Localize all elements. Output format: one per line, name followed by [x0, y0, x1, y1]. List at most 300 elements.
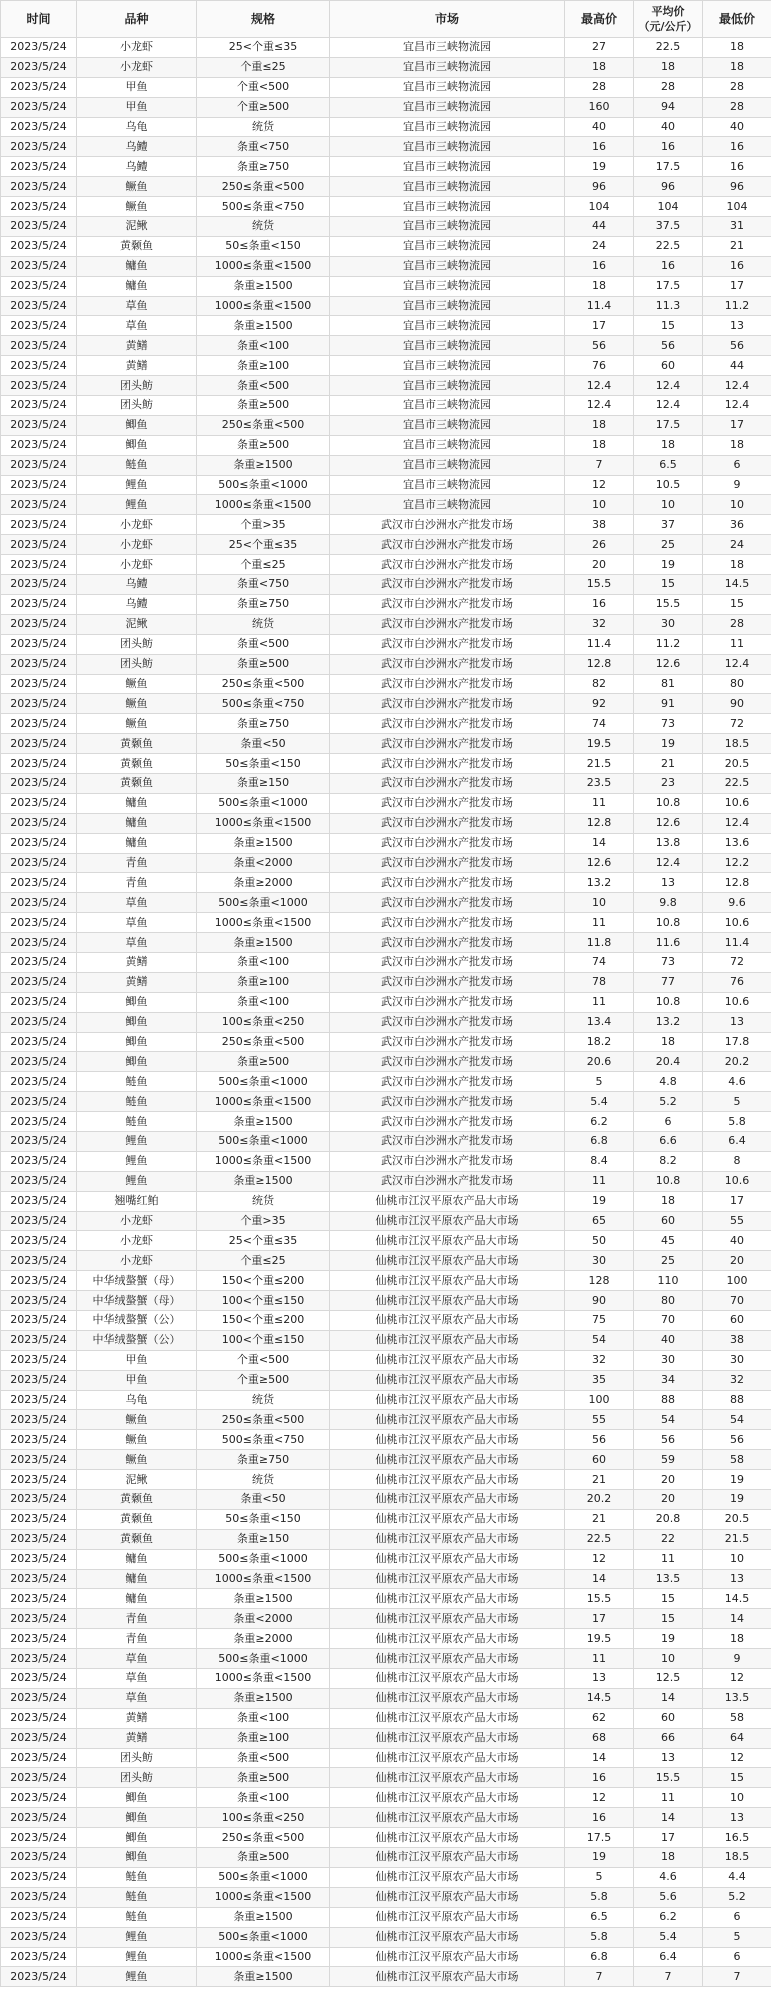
cell-market: 武汉市白沙洲水产批发市场 [330, 773, 565, 793]
cell-spec: 25<个重≤35 [197, 535, 330, 555]
cell-max-price: 14 [565, 1748, 634, 1768]
cell-time: 2023/5/24 [1, 1947, 77, 1967]
cell-avg-price: 13.5 [634, 1569, 703, 1589]
cell-spec: 1000≤条重<1500 [197, 1151, 330, 1171]
cell-market: 武汉市白沙洲水产批发市场 [330, 515, 565, 535]
cell-market: 武汉市白沙洲水产批发市场 [330, 575, 565, 595]
cell-avg-price: 17.5 [634, 157, 703, 177]
cell-kind: 鲢鱼 [77, 1887, 197, 1907]
table-row [1, 1549, 771, 1569]
cell-market: 仙桃市江汉平原农产品大市场 [330, 1748, 565, 1768]
table-row [1, 1410, 771, 1430]
cell-spec: 条重≥500 [197, 396, 330, 416]
table-row [1, 336, 771, 356]
cell-avg-price: 12.6 [634, 813, 703, 833]
cell-avg-price: 10.8 [634, 913, 703, 933]
cell-max-price: 16 [565, 137, 634, 157]
cell-avg-price: 21 [634, 754, 703, 774]
cell-spec: 统货 [197, 614, 330, 634]
cell-min-price: 10 [703, 1549, 771, 1569]
cell-spec: 条重<750 [197, 137, 330, 157]
cell-market: 宜昌市三峡物流园 [330, 455, 565, 475]
cell-kind: 黄鳝 [77, 1728, 197, 1748]
cell-kind: 乌龟 [77, 117, 197, 137]
cell-spec: 500≤条重<750 [197, 197, 330, 217]
cell-kind: 团头鲂 [77, 634, 197, 654]
cell-min-price: 36 [703, 515, 771, 535]
cell-avg-price: 15.5 [634, 594, 703, 614]
cell-min-price: 90 [703, 694, 771, 714]
cell-max-price: 14.5 [565, 1688, 634, 1708]
table-row [1, 1231, 771, 1251]
cell-spec: 条重<50 [197, 1490, 330, 1510]
table-row [1, 475, 771, 495]
cell-kind: 团头鲂 [77, 1748, 197, 1768]
cell-spec: 150<个重≤200 [197, 1271, 330, 1291]
cell-min-price: 40 [703, 117, 771, 137]
table-row [1, 1311, 771, 1331]
cell-avg-price: 10 [634, 495, 703, 515]
cell-min-price: 28 [703, 77, 771, 97]
table-row [1, 1589, 771, 1609]
cell-max-price: 11.4 [565, 634, 634, 654]
table-row [1, 1768, 771, 1788]
cell-avg-price: 81 [634, 674, 703, 694]
cell-avg-price: 16 [634, 256, 703, 276]
cell-market: 武汉市白沙洲水产批发市场 [330, 913, 565, 933]
cell-spec: 条重≥1500 [197, 276, 330, 296]
cell-min-price: 15 [703, 1768, 771, 1788]
cell-market: 仙桃市江汉平原农产品大市场 [330, 1708, 565, 1728]
header-avg-price [634, 1, 703, 38]
cell-market: 仙桃市江汉平原农产品大市场 [330, 1370, 565, 1390]
cell-spec: 条重≥2000 [197, 1629, 330, 1649]
table-row [1, 1927, 771, 1947]
cell-kind: 泥鳅 [77, 1470, 197, 1490]
table-row [1, 435, 771, 455]
cell-market: 宜昌市三峡物流园 [330, 336, 565, 356]
cell-avg-price: 20.4 [634, 1052, 703, 1072]
cell-max-price: 14 [565, 833, 634, 853]
cell-spec: 条重≥500 [197, 1052, 330, 1072]
cell-time: 2023/5/24 [1, 1688, 77, 1708]
table-row [1, 236, 771, 256]
cell-kind: 鲫鱼 [77, 1052, 197, 1072]
cell-time: 2023/5/24 [1, 1171, 77, 1191]
cell-market: 武汉市白沙洲水产批发市场 [330, 1052, 565, 1072]
cell-time: 2023/5/24 [1, 1112, 77, 1132]
cell-kind: 鳙鱼 [77, 1569, 197, 1589]
cell-max-price: 75 [565, 1311, 634, 1331]
cell-max-price: 32 [565, 1350, 634, 1370]
table-row [1, 1131, 771, 1151]
cell-max-price: 82 [565, 674, 634, 694]
cell-spec: 100<个重≤150 [197, 1291, 330, 1311]
cell-kind: 甲鱼 [77, 1370, 197, 1390]
cell-time: 2023/5/24 [1, 555, 77, 575]
cell-time: 2023/5/24 [1, 873, 77, 893]
cell-market: 仙桃市江汉平原农产品大市场 [330, 1688, 565, 1708]
cell-time: 2023/5/24 [1, 1629, 77, 1649]
cell-avg-price: 14 [634, 1808, 703, 1828]
header-kind: 品种 [77, 1, 197, 38]
cell-max-price: 12 [565, 475, 634, 495]
table-row [1, 97, 771, 117]
cell-time: 2023/5/24 [1, 1330, 77, 1350]
cell-min-price: 21.5 [703, 1529, 771, 1549]
cell-time: 2023/5/24 [1, 256, 77, 276]
header-market: 市场 [330, 1, 565, 38]
table-row [1, 1748, 771, 1768]
cell-min-price: 24 [703, 535, 771, 555]
cell-avg-price: 6.5 [634, 455, 703, 475]
cell-min-price: 10 [703, 495, 771, 515]
cell-spec: 1000≤条重<1500 [197, 1887, 330, 1907]
cell-avg-price: 9.8 [634, 893, 703, 913]
table-row [1, 1808, 771, 1828]
cell-max-price: 21 [565, 1509, 634, 1529]
cell-spec: 个重≤25 [197, 1251, 330, 1271]
cell-min-price: 14.5 [703, 1589, 771, 1609]
cell-max-price: 30 [565, 1251, 634, 1271]
table-row [1, 1490, 771, 1510]
cell-avg-price: 59 [634, 1450, 703, 1470]
cell-time: 2023/5/24 [1, 853, 77, 873]
cell-avg-price: 94 [634, 97, 703, 117]
cell-market: 仙桃市江汉平原农产品大市场 [330, 1450, 565, 1470]
cell-min-price: 13 [703, 1808, 771, 1828]
cell-market: 宜昌市三峡物流园 [330, 376, 565, 396]
table-row [1, 396, 771, 416]
cell-kind: 鲫鱼 [77, 415, 197, 435]
cell-max-price: 12 [565, 1788, 634, 1808]
cell-min-price: 11 [703, 634, 771, 654]
table-row [1, 1867, 771, 1887]
cell-min-price: 6 [703, 455, 771, 475]
cell-market: 武汉市白沙洲水产批发市场 [330, 555, 565, 575]
cell-max-price: 44 [565, 217, 634, 237]
cell-kind: 小龙虾 [77, 38, 197, 58]
cell-avg-price: 13.8 [634, 833, 703, 853]
table-row [1, 1569, 771, 1589]
cell-market: 武汉市白沙洲水产批发市场 [330, 952, 565, 972]
cell-market: 武汉市白沙洲水产批发市场 [330, 793, 565, 813]
cell-min-price: 18 [703, 435, 771, 455]
cell-kind: 黄颡鱼 [77, 734, 197, 754]
cell-avg-price: 15.5 [634, 1768, 703, 1788]
cell-min-price: 19 [703, 1470, 771, 1490]
cell-max-price: 6.8 [565, 1947, 634, 1967]
cell-max-price: 27 [565, 38, 634, 58]
cell-max-price: 74 [565, 952, 634, 972]
cell-kind: 小龙虾 [77, 1211, 197, 1231]
cell-spec: 1000≤条重<1500 [197, 1947, 330, 1967]
cell-min-price: 9 [703, 475, 771, 495]
cell-kind: 鲫鱼 [77, 1828, 197, 1848]
cell-kind: 黄鳝 [77, 1708, 197, 1728]
cell-avg-price: 20 [634, 1490, 703, 1510]
cell-max-price: 15.5 [565, 1589, 634, 1609]
cell-spec: 250≤条重<500 [197, 674, 330, 694]
cell-time: 2023/5/24 [1, 1211, 77, 1231]
cell-avg-price: 11.3 [634, 296, 703, 316]
cell-time: 2023/5/24 [1, 1927, 77, 1947]
cell-spec: 条重≥1500 [197, 1907, 330, 1927]
cell-avg-price: 19 [634, 555, 703, 575]
cell-kind: 泥鳅 [77, 217, 197, 237]
cell-min-price: 12.2 [703, 853, 771, 873]
cell-max-price: 104 [565, 197, 634, 217]
cell-market: 武汉市白沙洲水产批发市场 [330, 1131, 565, 1151]
cell-min-price: 44 [703, 356, 771, 376]
cell-max-price: 16 [565, 256, 634, 276]
cell-market: 仙桃市江汉平原农产品大市场 [330, 1529, 565, 1549]
cell-min-price: 4.4 [703, 1867, 771, 1887]
cell-time: 2023/5/24 [1, 396, 77, 416]
cell-market: 仙桃市江汉平原农产品大市场 [330, 1211, 565, 1231]
cell-min-price: 6 [703, 1947, 771, 1967]
cell-kind: 黄鳝 [77, 952, 197, 972]
cell-min-price: 18.5 [703, 1848, 771, 1868]
cell-spec: 个重≤25 [197, 555, 330, 575]
cell-time: 2023/5/24 [1, 97, 77, 117]
table-row [1, 833, 771, 853]
cell-max-price: 17 [565, 316, 634, 336]
cell-kind: 鳜鱼 [77, 177, 197, 197]
cell-spec: 条重≥1500 [197, 316, 330, 336]
cell-spec: 250≤条重<500 [197, 177, 330, 197]
cell-avg-price: 13.2 [634, 1012, 703, 1032]
cell-min-price: 56 [703, 1430, 771, 1450]
table-row [1, 674, 771, 694]
cell-min-price: 7 [703, 1967, 771, 1987]
cell-max-price: 20.2 [565, 1490, 634, 1510]
cell-avg-price: 56 [634, 1430, 703, 1450]
cell-min-price: 70 [703, 1291, 771, 1311]
cell-market: 武汉市白沙洲水产批发市场 [330, 873, 565, 893]
cell-avg-price: 91 [634, 694, 703, 714]
cell-avg-price: 60 [634, 1708, 703, 1728]
table-row [1, 455, 771, 475]
cell-avg-price: 12.4 [634, 396, 703, 416]
cell-kind: 小龙虾 [77, 555, 197, 575]
cell-market: 仙桃市江汉平原农产品大市场 [330, 1191, 565, 1211]
cell-market: 武汉市白沙洲水产批发市场 [330, 1112, 565, 1132]
cell-max-price: 5 [565, 1072, 634, 1092]
table-row [1, 873, 771, 893]
cell-avg-price: 19 [634, 734, 703, 754]
cell-spec: 统货 [197, 1390, 330, 1410]
cell-market: 仙桃市江汉平原农产品大市场 [330, 1967, 565, 1987]
cell-min-price: 16.5 [703, 1828, 771, 1848]
cell-max-price: 18 [565, 57, 634, 77]
cell-min-price: 96 [703, 177, 771, 197]
cell-min-price: 12.8 [703, 873, 771, 893]
cell-spec: 500≤条重<1000 [197, 1131, 330, 1151]
cell-max-price: 13 [565, 1669, 634, 1689]
cell-spec: 500≤条重<1000 [197, 1649, 330, 1669]
cell-market: 宜昌市三峡物流园 [330, 137, 565, 157]
cell-time: 2023/5/24 [1, 1649, 77, 1669]
cell-time: 2023/5/24 [1, 1450, 77, 1470]
cell-time: 2023/5/24 [1, 276, 77, 296]
cell-min-price: 21 [703, 236, 771, 256]
cell-min-price: 12.4 [703, 813, 771, 833]
cell-kind: 草鱼 [77, 1688, 197, 1708]
cell-kind: 青鱼 [77, 1609, 197, 1629]
cell-max-price: 68 [565, 1728, 634, 1748]
cell-market: 武汉市白沙洲水产批发市场 [330, 714, 565, 734]
cell-min-price: 72 [703, 714, 771, 734]
cell-spec: 条重≥750 [197, 714, 330, 734]
cell-max-price: 128 [565, 1271, 634, 1291]
cell-market: 仙桃市江汉平原农产品大市场 [330, 1330, 565, 1350]
cell-avg-price: 80 [634, 1291, 703, 1311]
cell-avg-price: 17.5 [634, 415, 703, 435]
cell-min-price: 13.5 [703, 1688, 771, 1708]
cell-max-price: 12.8 [565, 654, 634, 674]
cell-market: 宜昌市三峡物流园 [330, 197, 565, 217]
cell-market: 仙桃市江汉平原农产品大市场 [330, 1927, 565, 1947]
cell-min-price: 15 [703, 594, 771, 614]
cell-avg-price: 11.2 [634, 634, 703, 654]
cell-avg-price: 15 [634, 1589, 703, 1609]
cell-market: 仙桃市江汉平原农产品大市场 [330, 1490, 565, 1510]
cell-market: 宜昌市三峡物流园 [330, 97, 565, 117]
cell-avg-price: 6.4 [634, 1947, 703, 1967]
cell-spec: 条重<50 [197, 734, 330, 754]
cell-max-price: 19 [565, 1191, 634, 1211]
cell-time: 2023/5/24 [1, 1549, 77, 1569]
cell-min-price: 55 [703, 1211, 771, 1231]
cell-time: 2023/5/24 [1, 1728, 77, 1748]
cell-min-price: 30 [703, 1350, 771, 1370]
cell-avg-price: 18 [634, 1848, 703, 1868]
cell-spec: 个重<500 [197, 1350, 330, 1370]
cell-kind: 鲫鱼 [77, 1808, 197, 1828]
cell-time: 2023/5/24 [1, 197, 77, 217]
cell-kind: 中华绒螯蟹（母） [77, 1271, 197, 1291]
table-row [1, 1947, 771, 1967]
cell-time: 2023/5/24 [1, 1430, 77, 1450]
table-row [1, 296, 771, 316]
cell-market: 武汉市白沙洲水产批发市场 [330, 535, 565, 555]
cell-min-price: 13 [703, 316, 771, 336]
cell-max-price: 12.4 [565, 376, 634, 396]
table-row [1, 1688, 771, 1708]
cell-kind: 青鱼 [77, 1629, 197, 1649]
cell-market: 武汉市白沙洲水产批发市场 [330, 1032, 565, 1052]
cell-spec: 500≤条重<750 [197, 1430, 330, 1450]
cell-spec: 50≤条重<150 [197, 236, 330, 256]
cell-spec: 1000≤条重<1500 [197, 296, 330, 316]
cell-time: 2023/5/24 [1, 77, 77, 97]
cell-kind: 小龙虾 [77, 1231, 197, 1251]
cell-time: 2023/5/24 [1, 972, 77, 992]
cell-spec: 条重≥150 [197, 773, 330, 793]
cell-max-price: 12 [565, 1549, 634, 1569]
cell-max-price: 20.6 [565, 1052, 634, 1072]
cell-spec: 500≤条重<1000 [197, 1927, 330, 1947]
cell-time: 2023/5/24 [1, 793, 77, 813]
cell-time: 2023/5/24 [1, 1012, 77, 1032]
table-row [1, 654, 771, 674]
cell-min-price: 6 [703, 1907, 771, 1927]
cell-kind: 黄颡鱼 [77, 1529, 197, 1549]
cell-max-price: 5 [565, 1867, 634, 1887]
cell-market: 宜昌市三峡物流园 [330, 296, 565, 316]
cell-market: 仙桃市江汉平原农产品大市场 [330, 1828, 565, 1848]
table-row [1, 614, 771, 634]
cell-kind: 鲤鱼 [77, 1131, 197, 1151]
cell-spec: 500≤条重<1000 [197, 1072, 330, 1092]
cell-avg-price: 40 [634, 1330, 703, 1350]
cell-max-price: 19 [565, 1848, 634, 1868]
cell-spec: 250≤条重<500 [197, 1032, 330, 1052]
cell-min-price: 13.6 [703, 833, 771, 853]
cell-time: 2023/5/24 [1, 1828, 77, 1848]
cell-avg-price: 10.5 [634, 475, 703, 495]
cell-kind: 鳙鱼 [77, 833, 197, 853]
cell-max-price: 16 [565, 1768, 634, 1788]
cell-max-price: 24 [565, 236, 634, 256]
cell-avg-price: 8.2 [634, 1151, 703, 1171]
table-row [1, 734, 771, 754]
cell-min-price: 58 [703, 1450, 771, 1470]
cell-market: 武汉市白沙洲水产批发市场 [330, 1072, 565, 1092]
cell-time: 2023/5/24 [1, 773, 77, 793]
cell-time: 2023/5/24 [1, 217, 77, 237]
cell-avg-price: 20 [634, 1470, 703, 1490]
cell-market: 仙桃市江汉平原农产品大市场 [330, 1768, 565, 1788]
table-row [1, 316, 771, 336]
cell-market: 武汉市白沙洲水产批发市场 [330, 634, 565, 654]
table-row [1, 1609, 771, 1629]
cell-max-price: 13.4 [565, 1012, 634, 1032]
cell-spec: 条重≥500 [197, 654, 330, 674]
table-row [1, 256, 771, 276]
cell-market: 仙桃市江汉平原农产品大市场 [330, 1848, 565, 1868]
cell-min-price: 58 [703, 1708, 771, 1728]
cell-time: 2023/5/24 [1, 1848, 77, 1868]
cell-avg-price: 34 [634, 1370, 703, 1390]
header-spec: 规格 [197, 1, 330, 38]
cell-kind: 黄鳝 [77, 972, 197, 992]
cell-spec: 条重≥1500 [197, 1589, 330, 1609]
cell-min-price: 18 [703, 38, 771, 58]
cell-spec: 1000≤条重<1500 [197, 495, 330, 515]
cell-time: 2023/5/24 [1, 933, 77, 953]
cell-market: 武汉市白沙洲水产批发市场 [330, 694, 565, 714]
cell-spec: 个重>35 [197, 515, 330, 535]
cell-spec: 条重≥1500 [197, 1171, 330, 1191]
cell-spec: 条重≥1500 [197, 455, 330, 475]
header-avg-label: 平均价 [651, 5, 685, 18]
table-row [1, 1848, 771, 1868]
cell-max-price: 16 [565, 1808, 634, 1828]
cell-time: 2023/5/24 [1, 1410, 77, 1430]
cell-kind: 团头鲂 [77, 654, 197, 674]
cell-kind: 乌鳢 [77, 137, 197, 157]
table-row [1, 535, 771, 555]
cell-market: 宜昌市三峡物流园 [330, 435, 565, 455]
cell-time: 2023/5/24 [1, 515, 77, 535]
cell-spec: 250≤条重<500 [197, 1828, 330, 1848]
cell-market: 仙桃市江汉平原农产品大市场 [330, 1589, 565, 1609]
cell-max-price: 22.5 [565, 1529, 634, 1549]
cell-kind: 黄鳝 [77, 356, 197, 376]
cell-kind: 黄颡鱼 [77, 236, 197, 256]
